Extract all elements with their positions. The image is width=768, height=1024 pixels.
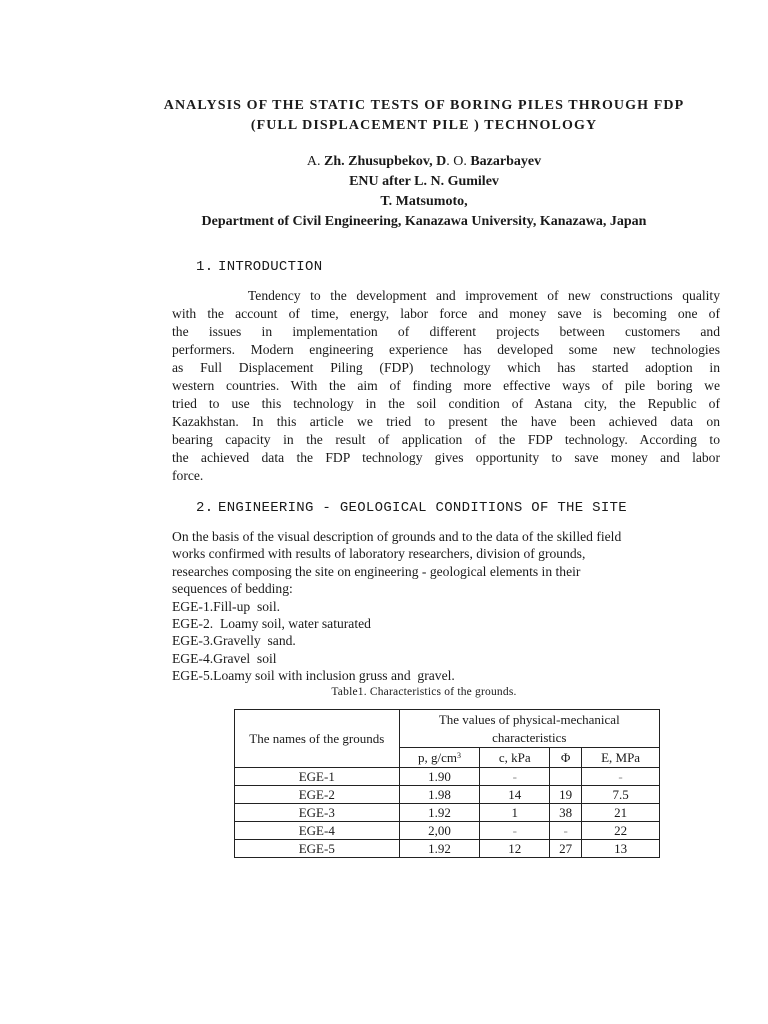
section-title: INTRODUCTION [218,259,323,275]
table-row [235,822,660,840]
table-cell-rho: 1.92 [399,804,480,822]
table-cell-phi [550,768,582,786]
paragraph-line: Tendency to the development and improvement of new constructions quality [172,288,720,303]
author-names-bold: Zh. Zhusupbekov, D [324,154,447,169]
table-cell-rho: 1.98 [399,786,480,804]
table-cell-name: EGE-4 [235,822,400,840]
section-heading-geology [196,500,627,516]
header-names: The names of the grounds [235,710,400,768]
paragraph-line: force. [172,468,204,483]
table-cell-rho: 1.92 [399,840,480,858]
table-cell-phi: - [550,822,582,840]
table-cell-e: - [582,768,660,786]
author-block [120,152,728,232]
paragraph-line: EGE-4.Gravel soil [172,650,277,666]
author-surname: Bazarbayev [470,154,542,169]
affiliation-1 [120,172,728,192]
table-cell-e: 13 [582,840,660,858]
section-title: ENGINEERING - GEOLOGICAL CONDITIONS OF THE SITE [218,500,627,516]
introduction-paragraph [172,287,720,485]
paper-title [120,96,728,136]
table-cell-e: 7.5 [582,786,660,804]
table-row [235,804,660,822]
header-values: The values of physical-mechanical characteristics [399,710,659,748]
paragraph-line: tried to use this technology in the soil condition of Astana city, the Republic of [172,396,720,411]
density-exponent: 3 [456,750,461,760]
paragraph-line: EGE-2. Loamy soil, water saturated [172,616,371,632]
header-density [399,748,480,768]
table-cell-phi: 27 [550,840,582,858]
paragraph-line: EGE-5.Loamy soil with inclusion gruss and gravel. [172,668,455,684]
table-cell-c: - [480,822,550,840]
section-number: 1. [196,259,214,275]
paragraph-line: sequences of bedding: [172,581,293,597]
author-names-2 [120,192,728,212]
author-names-2-text: T. Matsumoto, [380,194,468,209]
paragraph-line: performers. Modern engineering experience has developed some new technologies [172,342,720,357]
table-row [235,786,660,804]
table-header-row [235,710,660,748]
table-row [235,840,660,858]
paragraph-line: EGE-3.Gravelly sand. [172,633,296,649]
paragraph-line: bearing capacity in the result of application of the FDP technology. According to [172,432,720,447]
density-label: p, g/cm [417,749,457,765]
table-caption: Table1. Characteristics of the grounds. [331,686,517,698]
table-row [235,768,660,786]
table-cell-name: EGE-1 [235,768,400,786]
geology-paragraph [172,528,732,685]
affiliation-1-text: ENU after L. N. Gumilev [349,174,499,189]
paragraph-line: On the basis of the visual description of grounds and to the data of the skilled field [172,529,622,544]
table-cell-c: 12 [480,840,550,858]
paragraph-line: works confirmed with results of laboratory researchers, division of grounds, [172,546,586,562]
table-cell-e: 21 [582,804,660,822]
header-modulus: E, MPa [582,748,660,768]
table-cell-phi: 19 [550,786,582,804]
table-cell-c: 14 [480,786,550,804]
affiliation-2 [120,212,728,232]
header-friction-angle: Φ [550,748,582,768]
table-cell-c: - [480,768,550,786]
paragraph-line: the issues in implementation of different projects between customers and [172,324,720,339]
author-initial: A. [306,154,325,169]
table-cell-c: 1 [480,804,550,822]
paragraph-line: the achieved data the FDP technology gives opportunity to save money and labor [172,450,720,465]
section-number: 2. [196,500,214,516]
author-names-1 [120,152,728,172]
paragraph-line: Kazakhstan. In this article we tried to present the have been achieved data on [172,414,720,429]
paragraph-line: with the account of time, energy, labor force and money save is becoming one of [172,306,720,321]
title-line-2: (FULL DISPLACEMENT PILE ) TECHNOLOGY [250,118,598,133]
paragraph-line: western countries. With the aim of finding more effective ways of pile boring we [172,378,720,393]
table-cell-phi: 38 [550,804,582,822]
affiliation-2-text: Department of Civil Engineering, Kanazawa University, Kanazawa, Japan [201,214,647,229]
header-cohesion: c, kPa [480,748,550,768]
paragraph-line: EGE-1.Fill-up soil. [172,598,280,614]
table-cell-name: EGE-3 [235,804,400,822]
paragraph-line: researches composing the site on engineering - geological elements in their [172,563,581,579]
table-cell-e: 22 [582,822,660,840]
table-body [235,768,660,858]
table-cell-rho: 1.90 [399,768,480,786]
author-initial-mid: . O. [446,154,471,169]
table-cell-name: EGE-5 [235,840,400,858]
section-heading-introduction [196,259,322,275]
paragraph-line: as Full Displacement Piling (FDP) technology which has started adoption in [172,360,720,375]
title-line-1: ANALYSIS OF THE STATIC TESTS OF BORING PILES THROUGH FDP [163,98,685,113]
grounds-table [234,709,660,858]
table-cell-rho: 2,00 [399,822,480,840]
table-cell-name: EGE-2 [235,786,400,804]
